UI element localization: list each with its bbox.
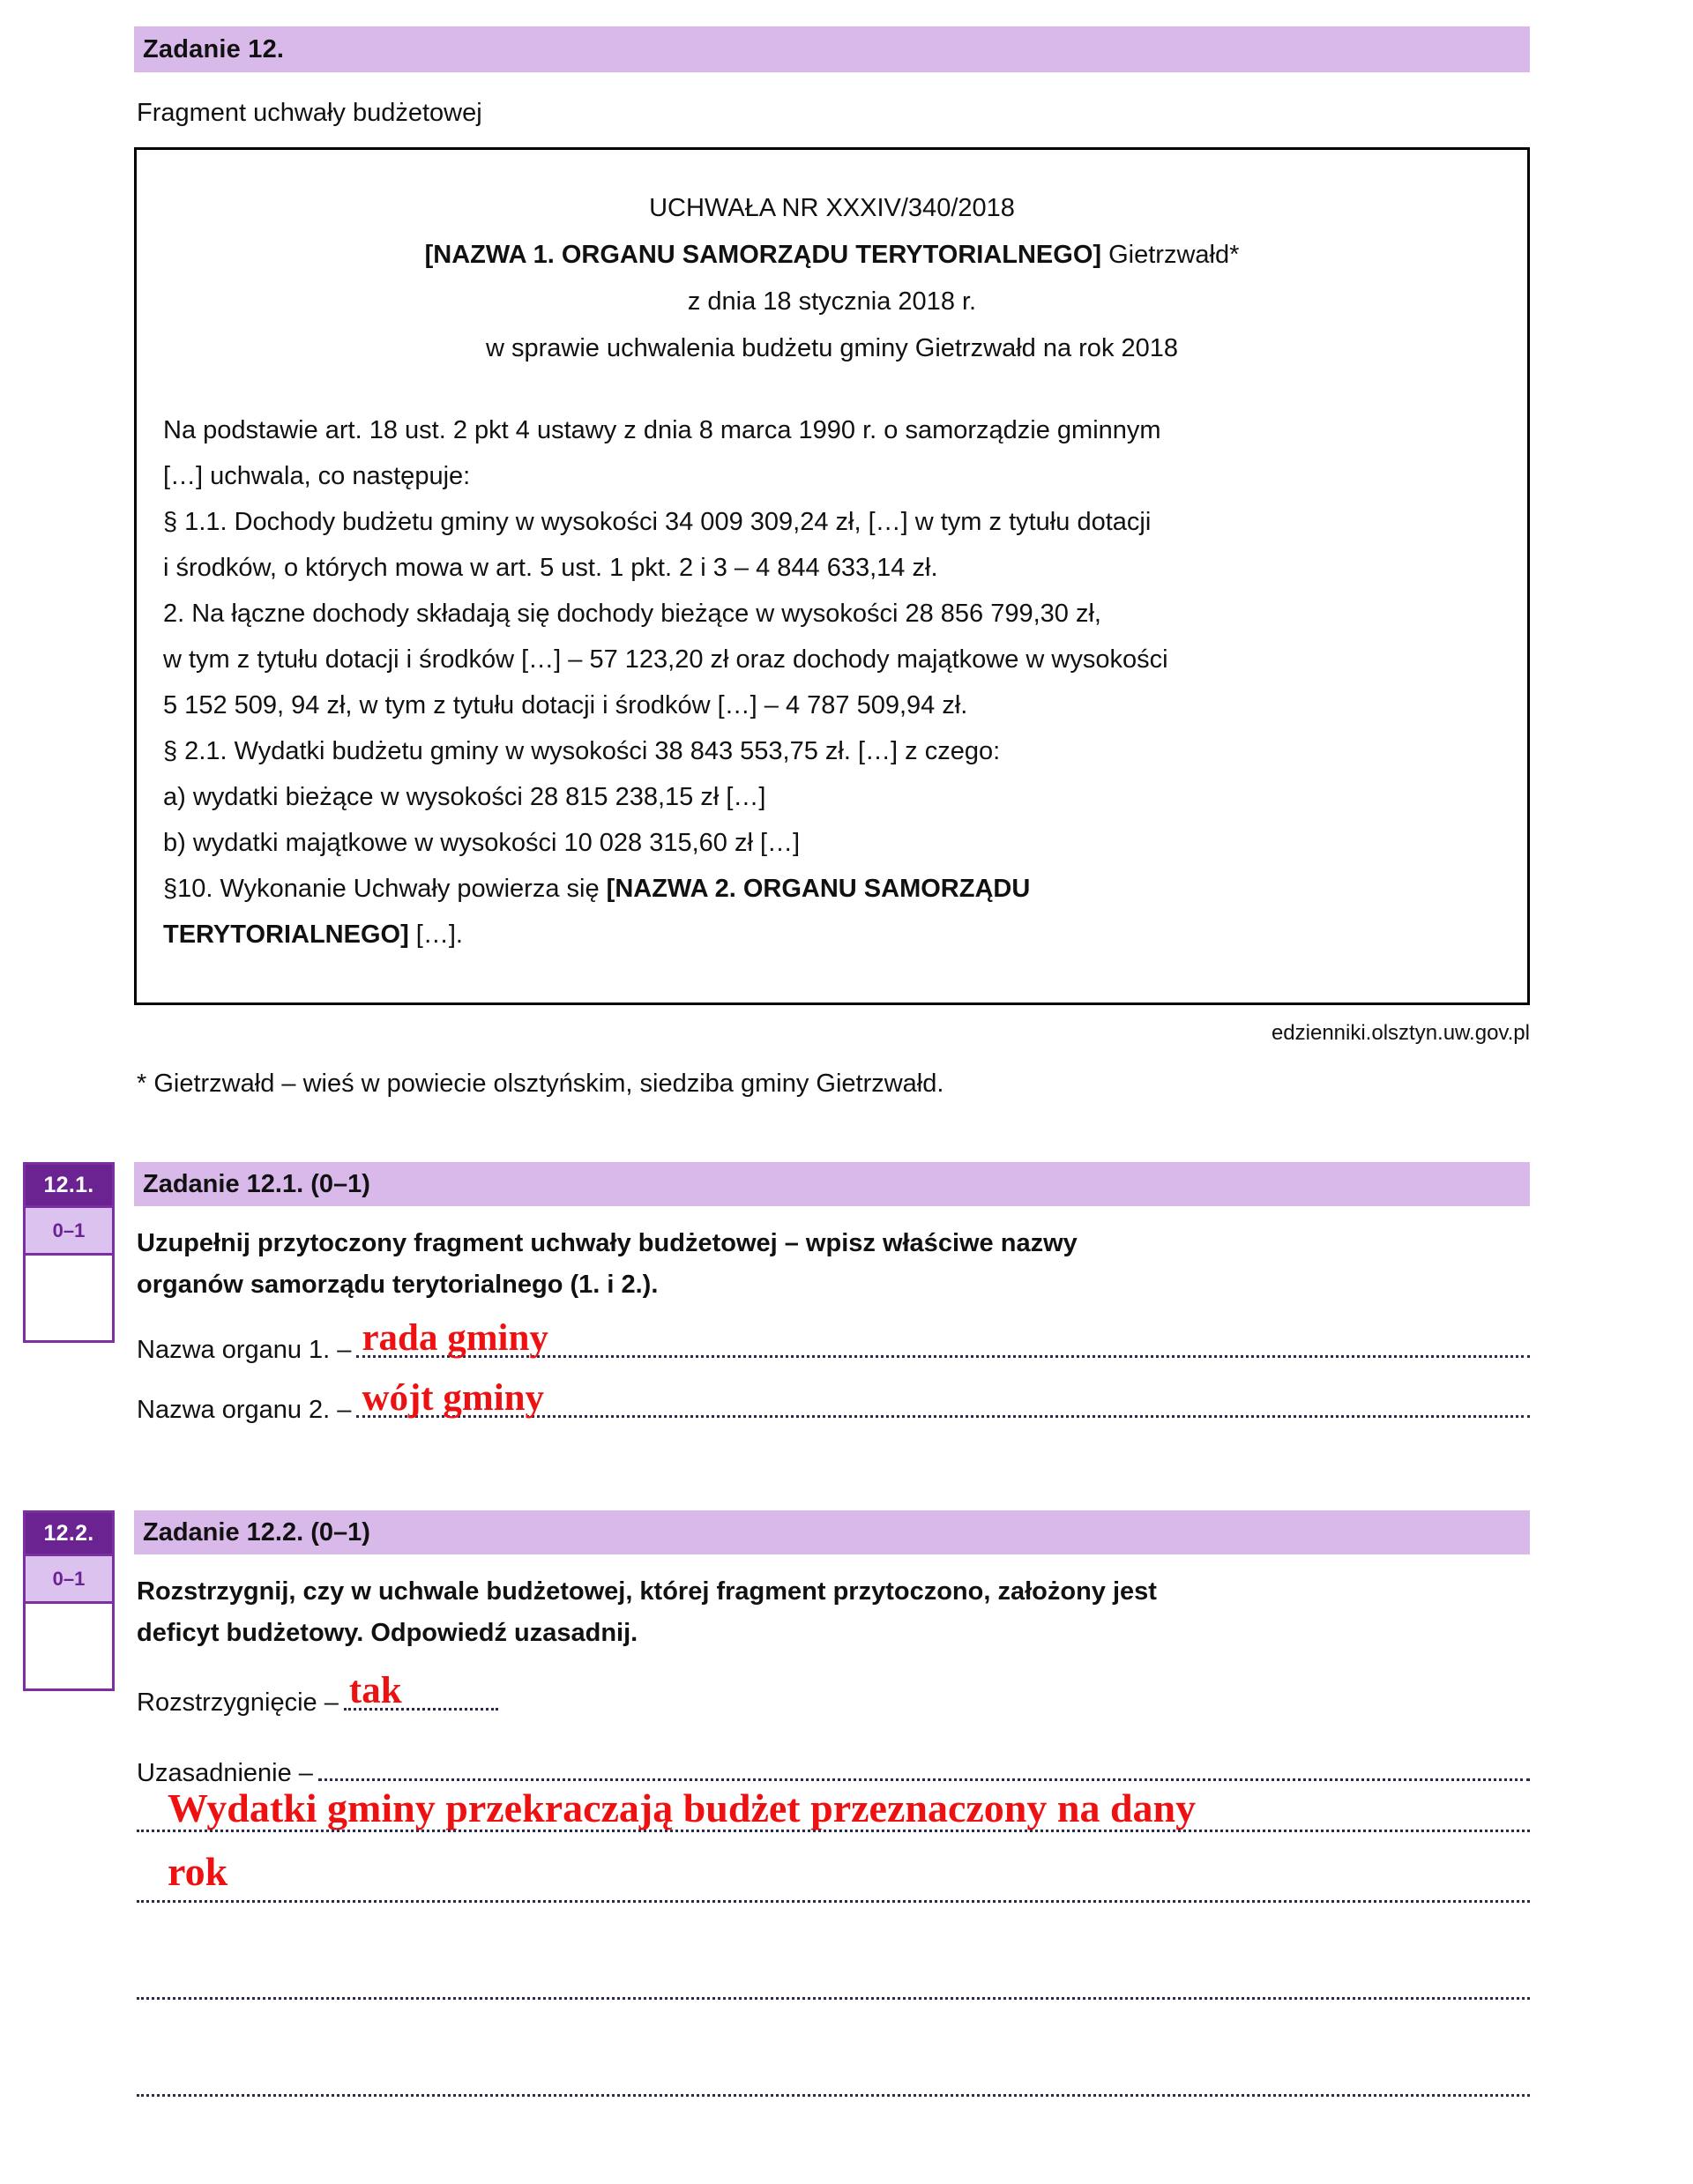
- score-box-12-2: [23, 1510, 115, 1691]
- document-title-municipality: Gietrzwałd*: [1101, 241, 1240, 269]
- score-box-range: 0–1: [26, 1556, 112, 1604]
- answer-field-justification-line-1[interactable]: [318, 1755, 1530, 1781]
- score-box-range: 0–1: [26, 1208, 112, 1256]
- footnote: * Gietrzwałd – wieś w powiecie olsztyńskim, siedziba gminy Gietrzwałd.: [137, 1070, 944, 1098]
- answer-label-organ-1: Nazwa organu 1. –: [137, 1336, 352, 1364]
- handwritten-answer-decision: tak: [348, 1670, 402, 1711]
- answer-field-organ-2[interactable]: [356, 1377, 1530, 1419]
- document-title-organ-placeholder: [NAZWA 1. ORGANU SAMORZĄDU TERYTORIALNEGO]: [424, 241, 1102, 269]
- execution-text-prefix: §10. Wykonanie Uchwały powierza się: [163, 875, 607, 903]
- subtask-prompt-12-1-line-1: Uzupełnij przytoczony fragment uchwały budżetowej – wpisz właściwe nazwy: [137, 1229, 1078, 1257]
- source-document-box: [134, 147, 1530, 1005]
- answer-field-justification-line-3[interactable]: [137, 1900, 1530, 1903]
- answer-label-justification: Uzasadnienie –: [137, 1759, 313, 1787]
- document-body-line: a) wydatki bieżące w wysokości 28 815 238,15 zł […]: [163, 783, 766, 811]
- score-box-number: 12.1.: [26, 1165, 112, 1208]
- task-banner: [134, 26, 1530, 72]
- subtask-banner-12-2: [134, 1510, 1530, 1554]
- handwritten-answer-organ-2: wójt gminy: [362, 1377, 545, 1419]
- document-body-line: 5 152 509, 94 zł, w tym z tytułu dotacji i środków […] – 4 787 509,94 zł.: [163, 691, 968, 719]
- answer-label-organ-2: Nazwa organu 2. –: [137, 1396, 352, 1424]
- answer-field-justification-line-2[interactable]: [137, 1830, 1530, 1832]
- subtask-prompt-12-1: [137, 1223, 1548, 1306]
- document-body-line: Na podstawie art. 18 ust. 2 pkt 4 ustawy z dnia 8 marca 1990 r. o samorządzie gminnym: [163, 416, 1161, 444]
- document-body: [163, 407, 1501, 958]
- execution-organ-placeholder: [NAZWA 2. ORGANU SAMORZĄDU: [606, 875, 1031, 903]
- source-credit: edzienniki.olsztyn.uw.gov.pl: [1271, 1021, 1530, 1045]
- subtask-prompt-12-2-line-1: Rozstrzygnij, czy w uchwale budżetowej, której fragment przytoczono, założony jest: [137, 1577, 1157, 1606]
- document-body-line: w tym z tytułu dotacji i środków […] – 57 123,20 zł oraz dochody majątkowe w wysokości: [163, 645, 1168, 674]
- subtask-banner-label-12-2: Zadanie 12.2. (0–1): [143, 1517, 370, 1547]
- execution-organ-placeholder-cont: TERYTORIALNEGO]: [163, 921, 409, 949]
- document-body-line: i środków, o których mowa w art. 5 ust. 1 pkt. 2 i 3 – 4 844 633,14 zł.: [163, 554, 938, 582]
- document-body-line: 2. Na łączne dochody składają się dochody bieżące w wysokości 28 856 799,30 zł,: [163, 600, 1101, 628]
- document-body-line-execution-cont: [163, 912, 1501, 958]
- answer-field-justification-line-4[interactable]: [137, 1997, 1530, 2000]
- score-box-entry-field[interactable]: [26, 1256, 112, 1340]
- handwritten-justification-line-1: Wydatki gminy przekraczają budżet przeznaczony na dany: [168, 1785, 1197, 1830]
- answer-row-decision: [137, 1670, 498, 1718]
- task-banner-label: Zadanie 12.: [143, 34, 285, 63]
- subtask-banner-label-12-1: Zadanie 12.1. (0–1): [143, 1169, 370, 1198]
- document-title-organ: [163, 232, 1501, 279]
- document-title-number: UCHWAŁA NR XXXIV/340/2018: [649, 194, 1015, 222]
- document-body-line: § 1.1. Dochody budżetu gminy w wysokości 34 009 309,24 zł, […] w tym z tytułu dotacji: [163, 508, 1152, 536]
- subtask-prompt-12-1-line-2: organów samorządu terytorialnego (1. i 2.).: [137, 1271, 659, 1299]
- execution-text-suffix: […].: [408, 921, 463, 949]
- document-title-subject: w sprawie uchwalenia budżetu gminy Gietrzwałd na rok 2018: [485, 334, 1179, 362]
- answer-label-decision: Rozstrzygnięcie –: [137, 1688, 339, 1717]
- answer-row-justification: [137, 1755, 1530, 1788]
- answer-row-organ-2: [137, 1377, 1530, 1425]
- document-title-date: z dnia 18 stycznia 2018 r.: [687, 287, 977, 316]
- document-body-line: b) wydatki majątkowe w wysokości 10 028 315,60 zł […]: [163, 829, 801, 857]
- document-body-line-execution: [163, 866, 1501, 912]
- document-body-line: […] uchwala, co następuje:: [163, 462, 471, 490]
- score-box-entry-field[interactable]: [26, 1604, 112, 1688]
- score-box-number: 12.2.: [26, 1513, 112, 1556]
- subtask-prompt-12-2: [137, 1571, 1548, 1654]
- answer-field-organ-1[interactable]: [356, 1317, 1530, 1359]
- document-title-block: [163, 185, 1501, 372]
- handwritten-justification-line-2: rok: [168, 1849, 228, 1894]
- answer-row-organ-1: [137, 1317, 1530, 1365]
- subtask-banner-12-1: [134, 1162, 1530, 1206]
- handwritten-answer-organ-1: rada gminy: [362, 1317, 548, 1359]
- answer-field-decision[interactable]: [344, 1670, 498, 1711]
- answer-field-justification-line-5[interactable]: [137, 2094, 1530, 2097]
- subtask-prompt-12-2-line-2: deficyt budżetowy. Odpowiedź uzasadnij.: [137, 1619, 638, 1647]
- source-intro-label: Fragment uchwały budżetowej: [137, 99, 482, 127]
- score-box-12-1: [23, 1162, 115, 1343]
- document-body-line: § 2.1. Wydatki budżetu gminy w wysokości 38 843 553,75 zł. […] z czego:: [163, 737, 1001, 765]
